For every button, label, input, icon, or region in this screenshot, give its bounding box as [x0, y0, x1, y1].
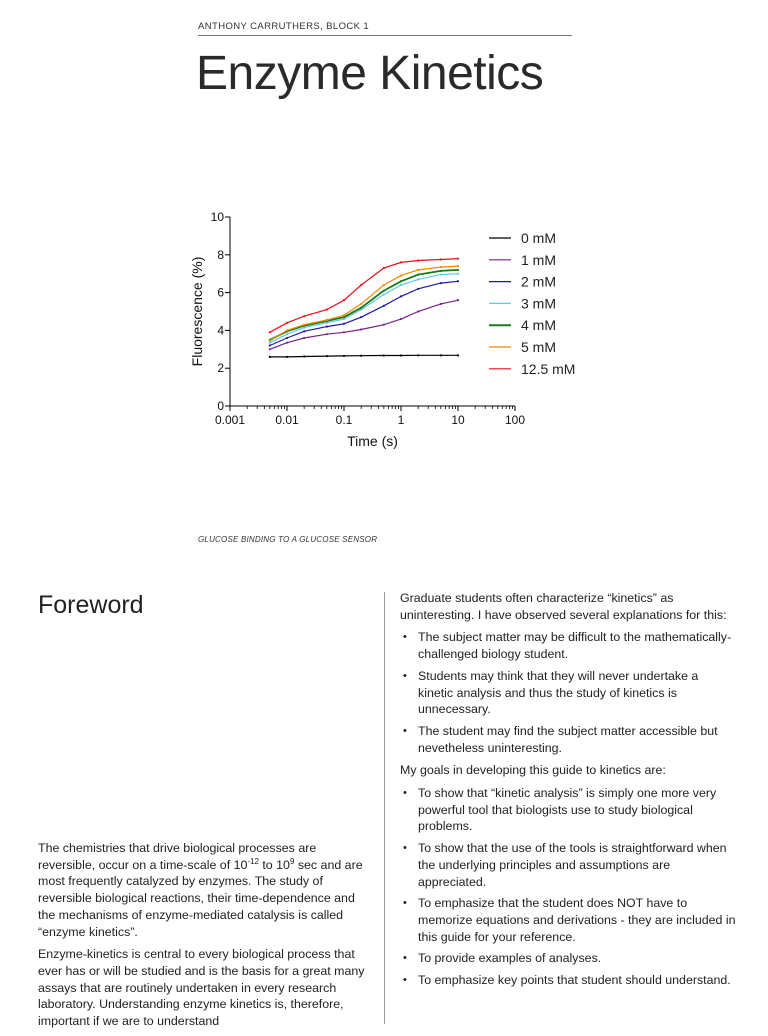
x-tick-label: 10 — [451, 413, 465, 427]
figure-caption: GLUCOSE BINDING TO A GLUCOSE SENSOR — [198, 535, 378, 544]
foreword-heading: Foreword — [38, 591, 144, 619]
data-point — [457, 354, 459, 356]
data-point — [383, 305, 385, 307]
reasons-list — [400, 629, 736, 756]
data-point — [343, 331, 345, 333]
data-point — [457, 269, 459, 271]
data-point — [360, 303, 362, 305]
data-point — [286, 337, 288, 339]
legend-label: 1 mM — [521, 251, 556, 268]
data-point — [286, 329, 288, 331]
data-point — [457, 280, 459, 282]
list-item: • To show that “kinetic analysis” is simply one more very powerful tool that biologists use to study biological problems. — [400, 785, 736, 835]
data-point — [343, 314, 345, 316]
y-tick-label: 2 — [217, 361, 224, 376]
list-item: • To show that the use of the tools is straightforward when the underlying principles and assumptions are appreciated. — [400, 840, 736, 890]
data-point — [383, 354, 385, 356]
data-point — [326, 319, 328, 321]
y-tick-label: 4 — [217, 323, 224, 338]
data-point — [400, 295, 402, 297]
data-point — [303, 337, 305, 339]
legend-label: 5 mM — [521, 339, 556, 355]
x-tick-label: 0.01 — [275, 413, 299, 427]
series-line-2-mM — [270, 281, 458, 345]
data-point — [383, 293, 385, 295]
data-point — [440, 354, 442, 356]
goals-list — [400, 785, 736, 989]
data-point — [326, 309, 328, 311]
list-item: • To emphasize that the student does NOT have to memorize equations and derivations - they are included in this guide for your reference. — [400, 895, 736, 945]
column-divider — [384, 592, 385, 1024]
data-point — [417, 288, 419, 290]
data-point — [457, 265, 459, 267]
data-point — [440, 258, 442, 260]
y-tick-label: 8 — [217, 247, 224, 262]
left-column — [38, 840, 370, 1036]
data-point — [440, 303, 442, 305]
data-point — [417, 259, 419, 261]
data-point — [343, 299, 345, 301]
paragraph-enzyme-kinetics: Enzyme-kinetics is central to every biological process that ever has or will be studied and is the basis for a great many assays that are routinely undertaken in every research laboratory. Understanding enzyme kinetics is, therefore, important if we are to understand — [38, 947, 365, 1029]
data-point — [286, 322, 288, 324]
data-point — [343, 355, 345, 357]
data-point — [269, 348, 271, 350]
data-point — [383, 290, 385, 292]
list-item: • To emphasize key points that student should understand. — [400, 972, 736, 989]
page-title: Enzyme Kinetics — [196, 47, 544, 100]
text-segment: to 10 — [258, 857, 290, 872]
data-point — [400, 280, 402, 282]
goals-intro: My goals in developing this guide to kinetics are: — [400, 763, 666, 778]
data-point — [326, 333, 328, 335]
data-point — [326, 326, 328, 328]
data-point — [303, 315, 305, 317]
data-point — [286, 342, 288, 344]
data-point — [269, 344, 271, 346]
series-line-0-mM — [270, 355, 458, 357]
x-axis-label: Time (s) — [347, 433, 398, 449]
legend-label: 12.5 mM — [521, 360, 576, 377]
data-point — [326, 355, 328, 357]
data-point — [360, 355, 362, 357]
data-point — [400, 318, 402, 320]
data-point — [440, 270, 442, 272]
data-point — [457, 299, 459, 301]
paragraph-chemistries — [38, 840, 370, 940]
x-tick-label: 1 — [397, 413, 405, 427]
series-line-12-5-mM — [270, 259, 458, 333]
data-point — [457, 257, 459, 259]
data-point — [360, 316, 362, 318]
right-column — [400, 590, 736, 995]
data-point — [343, 316, 345, 318]
data-point — [417, 310, 419, 312]
data-point — [383, 267, 385, 269]
data-point — [286, 333, 288, 335]
data-point — [360, 328, 362, 330]
data-point — [457, 273, 459, 275]
byline: ANTHONY CARRUTHERS, BLOCK 1 — [198, 21, 572, 36]
data-point — [269, 356, 271, 358]
legend-label: 2 mM — [521, 273, 556, 290]
superscript: 9 — [289, 856, 295, 866]
x-tick-label: 100 — [504, 413, 526, 427]
list-item: • The subject matter may be difficult to the mathematically-challenged biology student. — [400, 629, 736, 662]
data-point — [303, 330, 305, 332]
data-point — [400, 354, 402, 356]
y-tick-label: 0 — [217, 399, 224, 413]
y-tick-label: 10 — [210, 210, 224, 224]
data-point — [286, 356, 288, 358]
fluorescence-chart — [180, 200, 600, 470]
data-point — [383, 284, 385, 286]
x-tick-label: 0.001 — [214, 413, 246, 427]
data-point — [269, 342, 271, 344]
data-point — [440, 266, 442, 268]
data-point — [360, 284, 362, 286]
data-point — [383, 324, 385, 326]
data-point — [400, 261, 402, 263]
legend-label: 4 mM — [521, 317, 556, 334]
data-point — [417, 278, 419, 280]
data-point — [360, 307, 362, 309]
data-point — [400, 284, 402, 286]
legend-label: 3 mM — [521, 295, 556, 312]
data-point — [269, 331, 271, 333]
list-item: • Students may think that they will never undertake a kinetic analysis and thus the study of kinetics is unnecessary. — [400, 668, 736, 718]
superscript: -12 — [247, 856, 259, 866]
data-point — [417, 269, 419, 271]
list-item: • To provide examples of analyses. — [400, 950, 736, 967]
text-segment: The chemistries that drive biological processes are reversible, occur on a time-scale of 10 — [38, 841, 317, 872]
data-point — [343, 323, 345, 325]
data-point — [440, 274, 442, 276]
data-point — [417, 354, 419, 356]
data-point — [269, 340, 271, 342]
y-axis-label: Fluorescence (%) — [189, 256, 205, 367]
reasons-intro: Graduate students often characterize “kinetics” as uninteresting. I have observed several explanations for this: — [400, 591, 727, 622]
data-point — [400, 274, 402, 276]
list-item: • The student may find the subject matter accessible but nevetheless uninteresting. — [400, 723, 736, 756]
data-point — [303, 355, 305, 357]
data-point — [303, 324, 305, 326]
legend-label: 0 mM — [521, 230, 556, 246]
data-point — [417, 274, 419, 276]
data-point — [440, 282, 442, 284]
x-tick-label: 0.1 — [335, 413, 353, 427]
text-segment: sec and are most frequently catalyzed by enzymes. The study of reversible biological reactions, their time-dependence and the mechanisms of enzyme-mediated catalysis is called “enzyme kinetics”. — [38, 857, 363, 939]
y-tick-label: 6 — [217, 285, 224, 300]
